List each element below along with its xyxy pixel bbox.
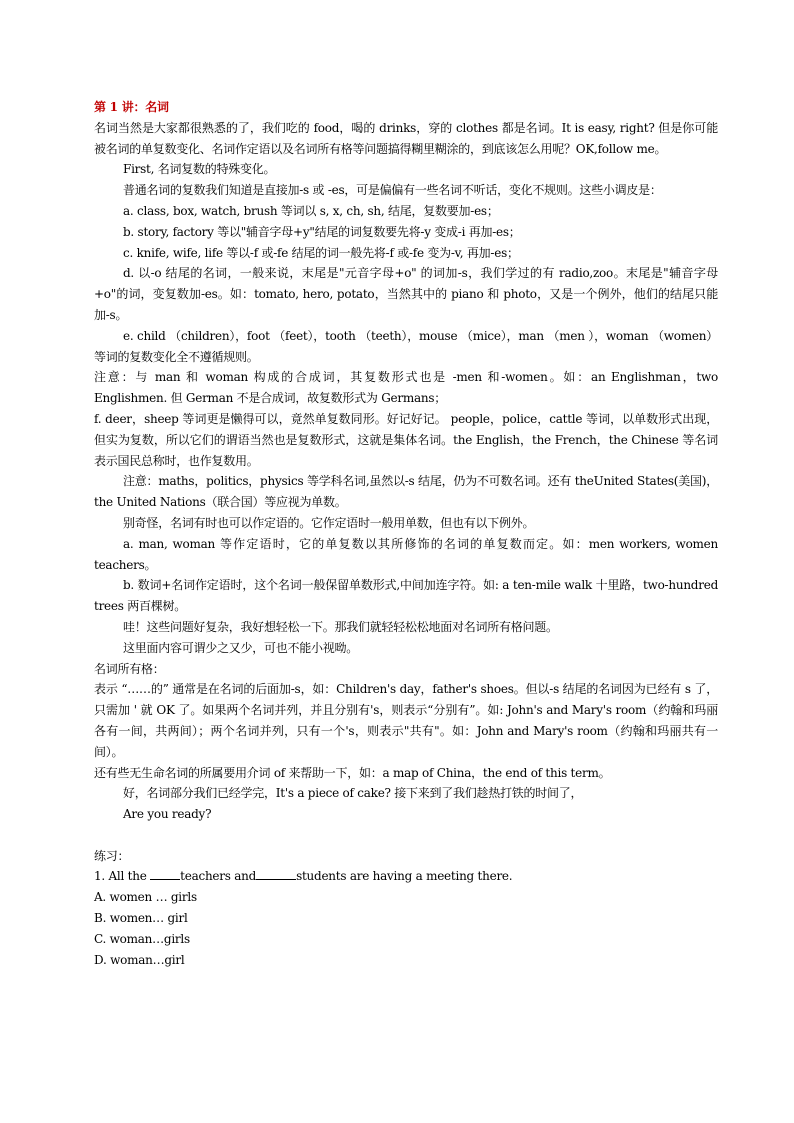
- section-heading-plural: First, 名词复数的特殊变化。: [123, 162, 276, 177]
- rule-f: f. deer，sheep 等词更是懒得可以，竟然单复数同形。好记好记。 people，police，cattle 等词，以单数形式出现，但实为复数，所以它们的谓语当然也是复数形式，这就是集体名词。the English，the French，the Chinese 等名词表示国民总称时，也作复数用。: [94, 411, 718, 468]
- answer-blank-2[interactable]: [256, 867, 296, 880]
- exercise-question: [94, 866, 718, 887]
- possessive-of-rule: 还有些无生命名词的所属要用介词 of 来帮助一下，如：a map of China，the end of this term。: [94, 765, 611, 780]
- option-b[interactable]: B. women… girl: [94, 911, 188, 926]
- intro-paragraph: 名词当然是大家都很熟悉的了，我们吃的 food，喝的 drinks，穿的 clothes 都是名词。It is easy, right? 但是你可能被名词的单复数变化、名词作定语以及名词所有格等问题搞得糊里糊涂的，到底该怎么用呢？OK,follow me。: [94, 120, 718, 156]
- question-middle: teachers and: [180, 869, 257, 884]
- attributive-intro: 别奇怪，名词有时也可以作定语的。它作定语时一般用单数，但也有以下例外。: [123, 515, 535, 530]
- lecture-title: 第 1 讲：名词: [94, 100, 169, 114]
- option-a[interactable]: A. women … girls: [94, 890, 197, 905]
- exercise-heading: 练习：: [94, 848, 130, 863]
- possessive-heading: 名词所有格：: [94, 661, 165, 676]
- attributive-rule-b: b. 数词+名词作定语时，这个名词一般保留单数形式,中间加连字符。如: a ten-mile walk 十里路，two-hundred trees 两百棵树。: [94, 578, 718, 614]
- attributive-rule-a: a. man, woman 等作定语时，它的单复数以其所修饰的名词的单复数而定。如：men workers, women teachers。: [94, 536, 718, 572]
- question-suffix: students are having a meeting there.: [296, 869, 513, 884]
- closing-paragraph: 好，名词部分我们已经学完，It's a piece of cake? 接下来到了我们趁热打铁的时间了，: [123, 786, 583, 801]
- rule-d: d. 以-o 结尾的名词，一般来说，末尾是"元音字母+o" 的词加-s，我们学过的有 radio,zoo。末尾是"辅音字母+o"的词，变复数加-es。如：tomato, hero, potato，当然其中的 piano 和 photo，又是一个例外，他们的结尾只能加-s。: [94, 266, 718, 322]
- option-d[interactable]: D. woman…girl: [94, 952, 185, 967]
- spacer: [94, 825, 718, 846]
- note-compound-nouns: 注意：与 man 和 woman 构成的合成词，其复数形式也是 -men 和-women。如：an Englishman，two Englishmen. 但 German 不是合成词，故复数形式为 Germans；: [94, 370, 718, 406]
- plural-intro-paragraph: 普通名词的复数我们知道是直接加-s 或 -es，可是偏偏有一些名词不听话，变化不规则。这些小调皮是：: [123, 183, 662, 198]
- lecture-content: [94, 97, 718, 970]
- note-subject-nouns: 注意：maths，politics，physics 等学科名词,虽然以-s 结尾，仍为不可数名词。还有 theUnited States(美国)，the United Nations（联合国）等应视为单数。: [94, 474, 718, 510]
- possessive-teaser: 这里面内容可谓少之又少，可也不能小视呦。: [123, 640, 359, 655]
- possessive-rule: 表示 “……的” 通常是在名词的后面加-s，如：Children's day，father's shoes。但以-s 结尾的名词因为已经有 s 了，只需加 ' 就 OK 了。如果两个名词并列，并且分别有's，则表示“分别有”。如: John's and Mary's room（约翰和玛丽各有一间，共两间）；两个名词并列，只有一个's，则表示"共有"。如：John and Mary's room（约翰和玛丽共有一间）。: [94, 682, 718, 759]
- ready-line: Are you ready?: [123, 807, 212, 822]
- answer-blank-1[interactable]: [150, 867, 180, 880]
- rule-e: e. child （children），foot （feet），tooth （teeth），mouse （mice），man （men ），woman （women）等词的复数变化全不遵循规则。: [94, 328, 718, 364]
- rule-c: c. knife, wife, life 等以-f 或-fe 结尾的词一般先将-f 或-fe 变为-v, 再加-es；: [123, 245, 519, 260]
- rule-b: b. story, factory 等以"辅音字母+y"结尾的词复数要先将-y 变成-i 再加-es；: [123, 224, 521, 239]
- transition-paragraph: 哇！这些问题好复杂，我好想轻松一下。那我们就轻轻松松地面对名词所有格问题。: [123, 619, 558, 634]
- option-c[interactable]: C. woman…girls: [94, 931, 190, 946]
- question-prefix: 1. All the: [94, 869, 147, 884]
- rule-a: a. class, box, watch, brush 等词以 s, x, ch, sh, 结尾，复数要加-es；: [123, 203, 499, 218]
